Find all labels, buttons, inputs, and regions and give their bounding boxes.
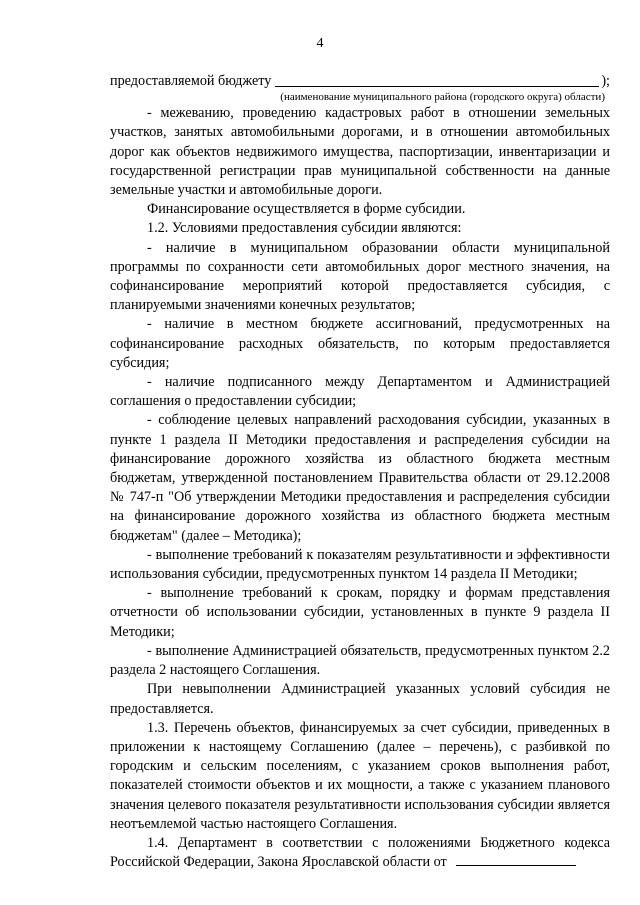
header-line (110, 72, 610, 91)
paragraph-last-text: 1.4. Департамент в соответствии с положениями Бюджетного кодекса Российской Федерации, Закона Ярославской области от (110, 834, 610, 871)
document-body (110, 72, 610, 872)
paragraph: - соблюдение целевых направлений расходования субсидии, указанных в пункте 1 раздела II Методики предоставления и распределения субсидии на финансирование дорожного хозяйства из областного бюджета местным бюджетам, утвержденной постановлением Правительства области от 29.12.2008 № 747-п "Об утверждении Методики предоставления и распределения субсидии на финансирование дорожного хозяйства из областного бюджета местным бюджетам" (далее – Методика); (110, 412, 610, 544)
paragraph: - наличие в местном бюджете ассигнований, предусмотренных на софинансирование расходных обязательств, по которым предоставляется субсидия; (110, 316, 610, 371)
paragraph-last (110, 834, 610, 872)
paragraph: - выполнение требований к срокам, порядку и формам представления отчетности об использовании субсидии, установленных в пункте 9 раздела II Методики; (110, 585, 610, 640)
paragraph: 1.3. Перечень объектов, финансируемых за счет субсидии, приведенных в приложении к настоящему Соглашению (далее – перечень), с разбивкой по городским и сельским поселениям, с указанием сроков выполнения работ, показателей стоимости объектов и их мощности, а также с указанием планового значения целевого показателя результативности использования субсидии является неотъемлемой частью настоящего Соглашения. (110, 719, 610, 832)
paragraph: Финансирование осуществляется в форме субсидии. (147, 201, 466, 218)
page-number: 4 (316, 36, 324, 51)
caption: (наименование муниципального района (городского округа) области) (280, 91, 605, 104)
paragraph: - выполнение Администрацией обязательств, предусмотренных пунктом 2.2 раздела 2 настоящего Соглашения. (110, 642, 610, 679)
paragraph: - наличие в муниципальном образовании области муниципальной программы по сохранности сети автомобильных дорог местного значения, на софинансирование мероприятий которой предоставляется субсидия, с планируемыми значениями конечных результатов; (110, 239, 610, 314)
blank-underline (275, 85, 599, 87)
paragraph: 1.2. Условиями предоставления субсидии являются: (147, 220, 462, 237)
paragraph: При невыполнении Администрацией указанных условий субсидия не предоставляется. (110, 681, 610, 717)
header-line-end: ); (601, 73, 610, 89)
paragraph: - выполнение требований к показателям результативности и эффективности использования субсидии, предусмотренных пунктом 14 раздела II Методики; (110, 546, 610, 583)
paragraph: - межеванию, проведению кадастровых работ в отношении земельных участков, занятых автомобильными дорогами, и в отношении автомобильных дорог как объектов недвижимого имущества, паспортизации, инвентаризации и государственной регистрации прав муниципальной собственности на данные земельные участки и автомобильные дороги. (110, 105, 610, 199)
paragraph: - наличие подписанного между Департаментом и Администрацией соглашения о предоставлении субсидии; (110, 374, 610, 410)
header-line-text: предоставляемой бюджету (110, 73, 272, 89)
date-blank-underline (456, 853, 576, 866)
